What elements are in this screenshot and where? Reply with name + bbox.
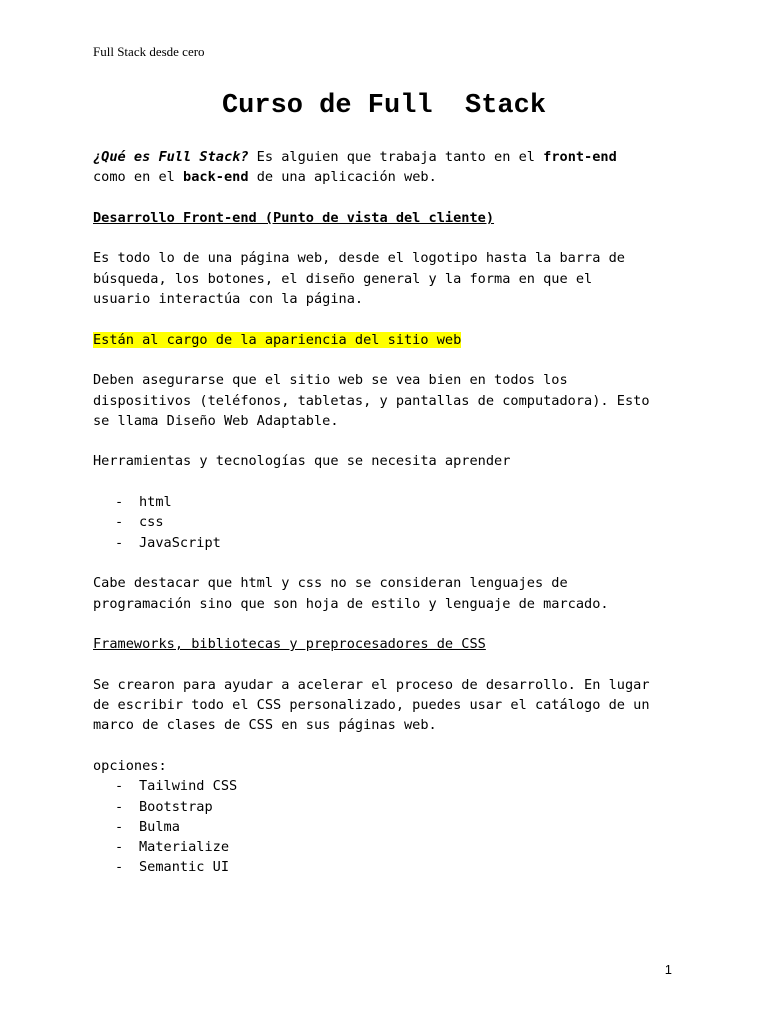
document-title: Curso de Full Stack — [221, 91, 547, 121]
list-item: - css — [115, 514, 164, 531]
intro-bold-back-end: back-end — [183, 169, 249, 186]
list-item: - JavaScript — [115, 534, 221, 551]
list-item: - html — [115, 494, 172, 511]
paragraph-frameworks-description: Se crearon para ayudar a acelerar el proceso de desarrollo. En lugar de escribir todo el CSS personalizado, puedes usar el catálogo de un marco de clases de CSS en sus páginas web. — [93, 676, 650, 734]
intro-bold-front-end: front-end — [543, 149, 617, 165]
list-item: - Tailwind CSS — [115, 778, 238, 795]
highlighted-sentence: Están al cargo de la apariencia del sitio web — [93, 331, 462, 348]
paragraph-front-end-description: Es todo lo de una página web, desde el logotipo hasta la barra de búsqueda, los botones, el diseño general y la forma en que el usuario interactúa con la página. — [93, 250, 625, 308]
list-item: - Materialize — [115, 839, 230, 856]
intro-text-1: Es alguien que trabaja tanto en el — [248, 149, 544, 165]
list-item: - Semantic UI — [115, 859, 230, 876]
options-label: opciones: — [93, 757, 167, 774]
paragraph-responsive-design: Deben asegurarse que el sitio web se vea bien en todos los dispositivos (teléfonos, tabletas, y pantallas de computadora). Esto se llama Diseño Web Adaptable. — [93, 372, 650, 429]
section-heading-frameworks: Frameworks, bibliotecas y preprocesadores de CSS — [93, 636, 486, 653]
intro-question: ¿Qué es Full Stack? — [93, 149, 249, 165]
tools-label: Herramientas y tecnologías que se necesita aprender — [93, 453, 511, 470]
paragraph-html-css-note: Cabe destacar que html y css no se consideran lenguajes de programación sino que son hoja de estilo y lenguaje de marcado. — [93, 575, 609, 612]
document-body — [93, 147, 683, 898]
list-item: - Bulma — [115, 818, 180, 835]
list-item: - Bootstrap — [115, 798, 213, 815]
intro-text-2: como en el — [93, 169, 184, 186]
options-list — [93, 776, 683, 877]
intro-text-3: de una aplicación web. — [248, 169, 437, 186]
intro-paragraph — [93, 147, 683, 188]
running-header: Full Stack desde cero — [93, 44, 205, 59]
tools-list — [93, 492, 683, 553]
section-heading-front-end: Desarrollo Front-end (Punto de vista del cliente) — [93, 209, 495, 226]
page-number: 1 — [664, 962, 672, 977]
